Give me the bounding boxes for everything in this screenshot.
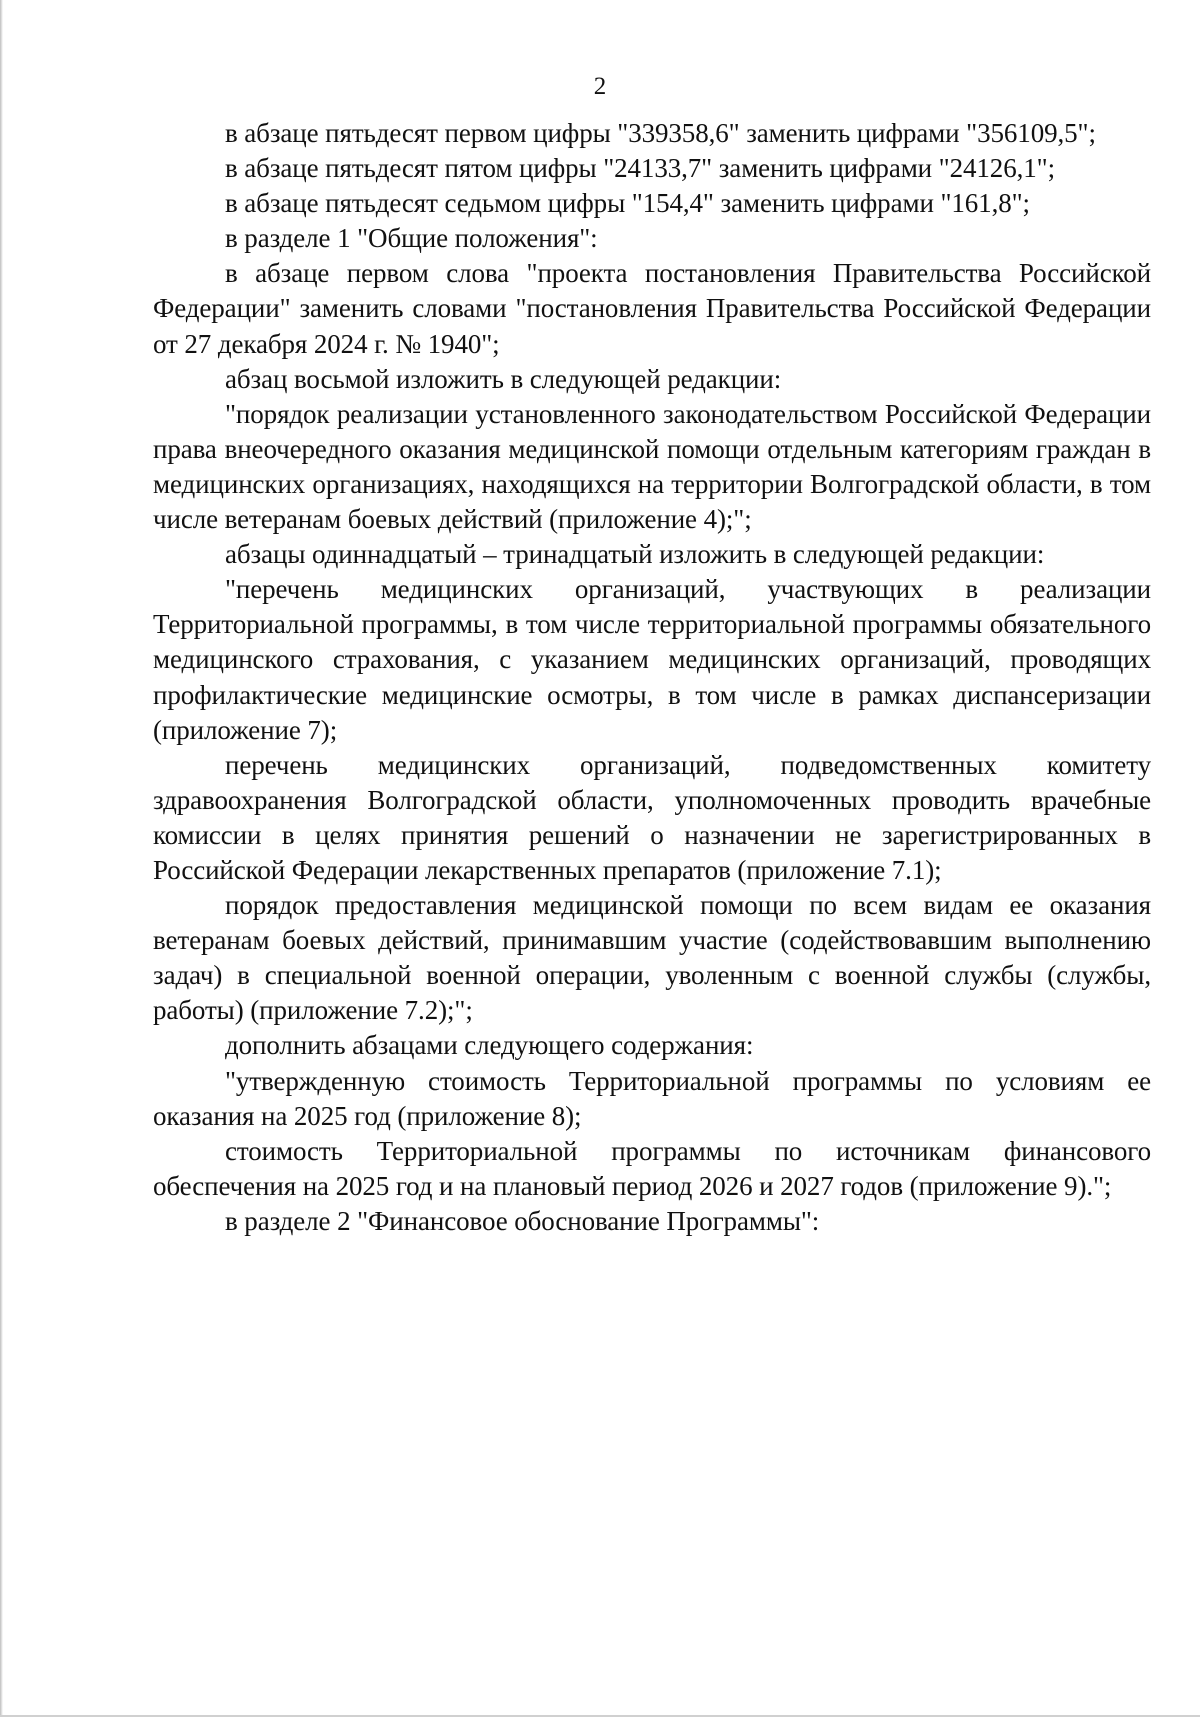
paragraph: в абзаце пятьдесят седьмом цифры "154,4" заменить цифрами "161,8";	[225, 188, 1030, 219]
paragraph: в абзаце пятьдесят пятом цифры "24133,7" заменить цифрами "24126,1";	[225, 153, 1055, 184]
document-body	[153, 116, 1151, 1239]
paragraph: в абзаце пятьдесят первом цифры "339358,6" заменить цифрами "356109,5";	[225, 118, 1096, 148]
paragraph: "утвержденную стоимость Территориальной программы по условиям ее оказания на 2025 год (приложение 8);	[153, 1065, 1151, 1131]
paragraph: стоимость Территориальной программы по источникам финансового обеспечения на 2025 год и на плановый период 2026 и 2027 годов (приложение 9).";	[153, 1135, 1151, 1201]
paragraph: в разделе 2 "Финансовое обоснование Программы":	[225, 1205, 820, 1236]
paragraph: абзац восьмой изложить в следующей редакции:	[225, 363, 782, 394]
paragraph: "порядок реализации установленного законодательством Российской Федерации права внеочередного оказания медицинской помощи отдельным категориям граждан в медицинских организациях, находящихся на территории Волгоградской области, в том числе ветеранам боевых действий (приложение 4);";	[153, 398, 1151, 535]
paragraph: в абзаце первом слова "проекта постановления Правительства Российской Федерации" заменить словами "постановления Правительства Российской Федерации от 27 декабря 2024 г. № 1940";	[153, 258, 1151, 359]
paragraph: "перечень медицинских организаций, участвующих в реализации Территориальной программы, в том числе территориальной программы обязательного медицинского страхования, с указанием медицинских организаций, проводящих профилактические медицинские осмотры, в том числе в рамках диспансеризации (приложение 7);	[153, 574, 1151, 745]
page-number: 2	[593, 73, 607, 100]
paragraph: порядок предоставления медицинской помощи по всем видам ее оказания ветеранам боевых действий, принимавшим участие (содействовавшим выполнению задач) в специальной военной операции, уволенным с военной службы (службы, работы) (приложение 7.2);";	[153, 890, 1151, 1026]
paragraph: перечень медицинских организаций, подведомственных комитету здравоохранения Волгоградской области, уполномоченных проводить врачебные комиссии в целях принятия решений о назначении не зарегистрированных в Российской Федерации лекарственных препаратов (приложение 7.1);	[153, 749, 1151, 885]
scan-edge	[0, 0, 3, 1717]
paragraph: абзацы одиннадцатый – тринадцатый изложить в следующей редакции:	[225, 539, 1045, 570]
paragraph: дополнить абзацами следующего содержания:	[225, 1030, 754, 1061]
paragraph: в разделе 1 "Общие положения":	[225, 223, 598, 254]
